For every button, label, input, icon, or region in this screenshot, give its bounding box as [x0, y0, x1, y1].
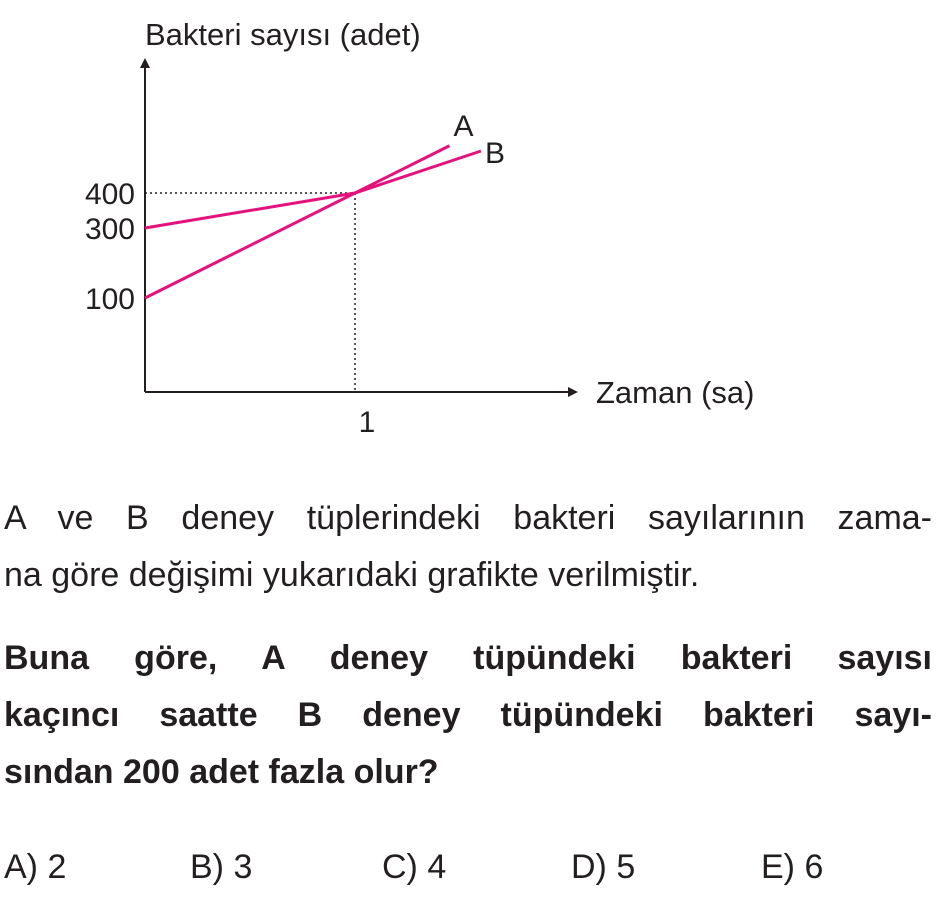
question-line-3: sından 200 adet fazla olur?: [4, 753, 439, 791]
description-line-1: A ve B deney tüplerindeki bakteri sayılarının zama-: [4, 499, 932, 537]
x-axis-arrow: [568, 387, 578, 397]
question-line-1: Buna göre, A deney tüpündeki bakteri sayısı: [4, 639, 932, 677]
choice-d[interactable]: D) 5: [571, 848, 636, 886]
problem-description: [4, 490, 932, 604]
choice-e[interactable]: E) 6: [761, 848, 824, 886]
y-tick-label-400: 400: [84, 178, 135, 211]
series-label-a: A: [453, 109, 474, 143]
series-label-b: B: [485, 137, 506, 170]
question-line-2: kaçıncı saatte B deney tüpündeki bakteri sayı-: [4, 696, 932, 734]
question-text: [4, 630, 932, 801]
chart-labels: [85, 17, 755, 439]
series-lines: [145, 146, 481, 298]
x-tick-label-1: 1: [358, 406, 376, 439]
answer-choices: [0, 848, 937, 898]
x-axis-title: Zaman (sa): [596, 375, 755, 410]
y-tick-label-300: 300: [84, 213, 135, 246]
choice-c[interactable]: C) 4: [382, 848, 447, 886]
axes: [140, 58, 578, 397]
y-axis-arrow: [140, 58, 150, 68]
series-line-b: [145, 151, 481, 228]
choice-a[interactable]: A) 2: [4, 848, 67, 886]
y-axis-title: Bakteri sayısı (adet): [145, 17, 421, 52]
description-line-2: na göre değişimi yukarıdaki grafikte verilmiştir.: [4, 556, 700, 594]
y-tick-label-100: 100: [84, 283, 135, 316]
choice-b[interactable]: B) 3: [190, 848, 253, 886]
